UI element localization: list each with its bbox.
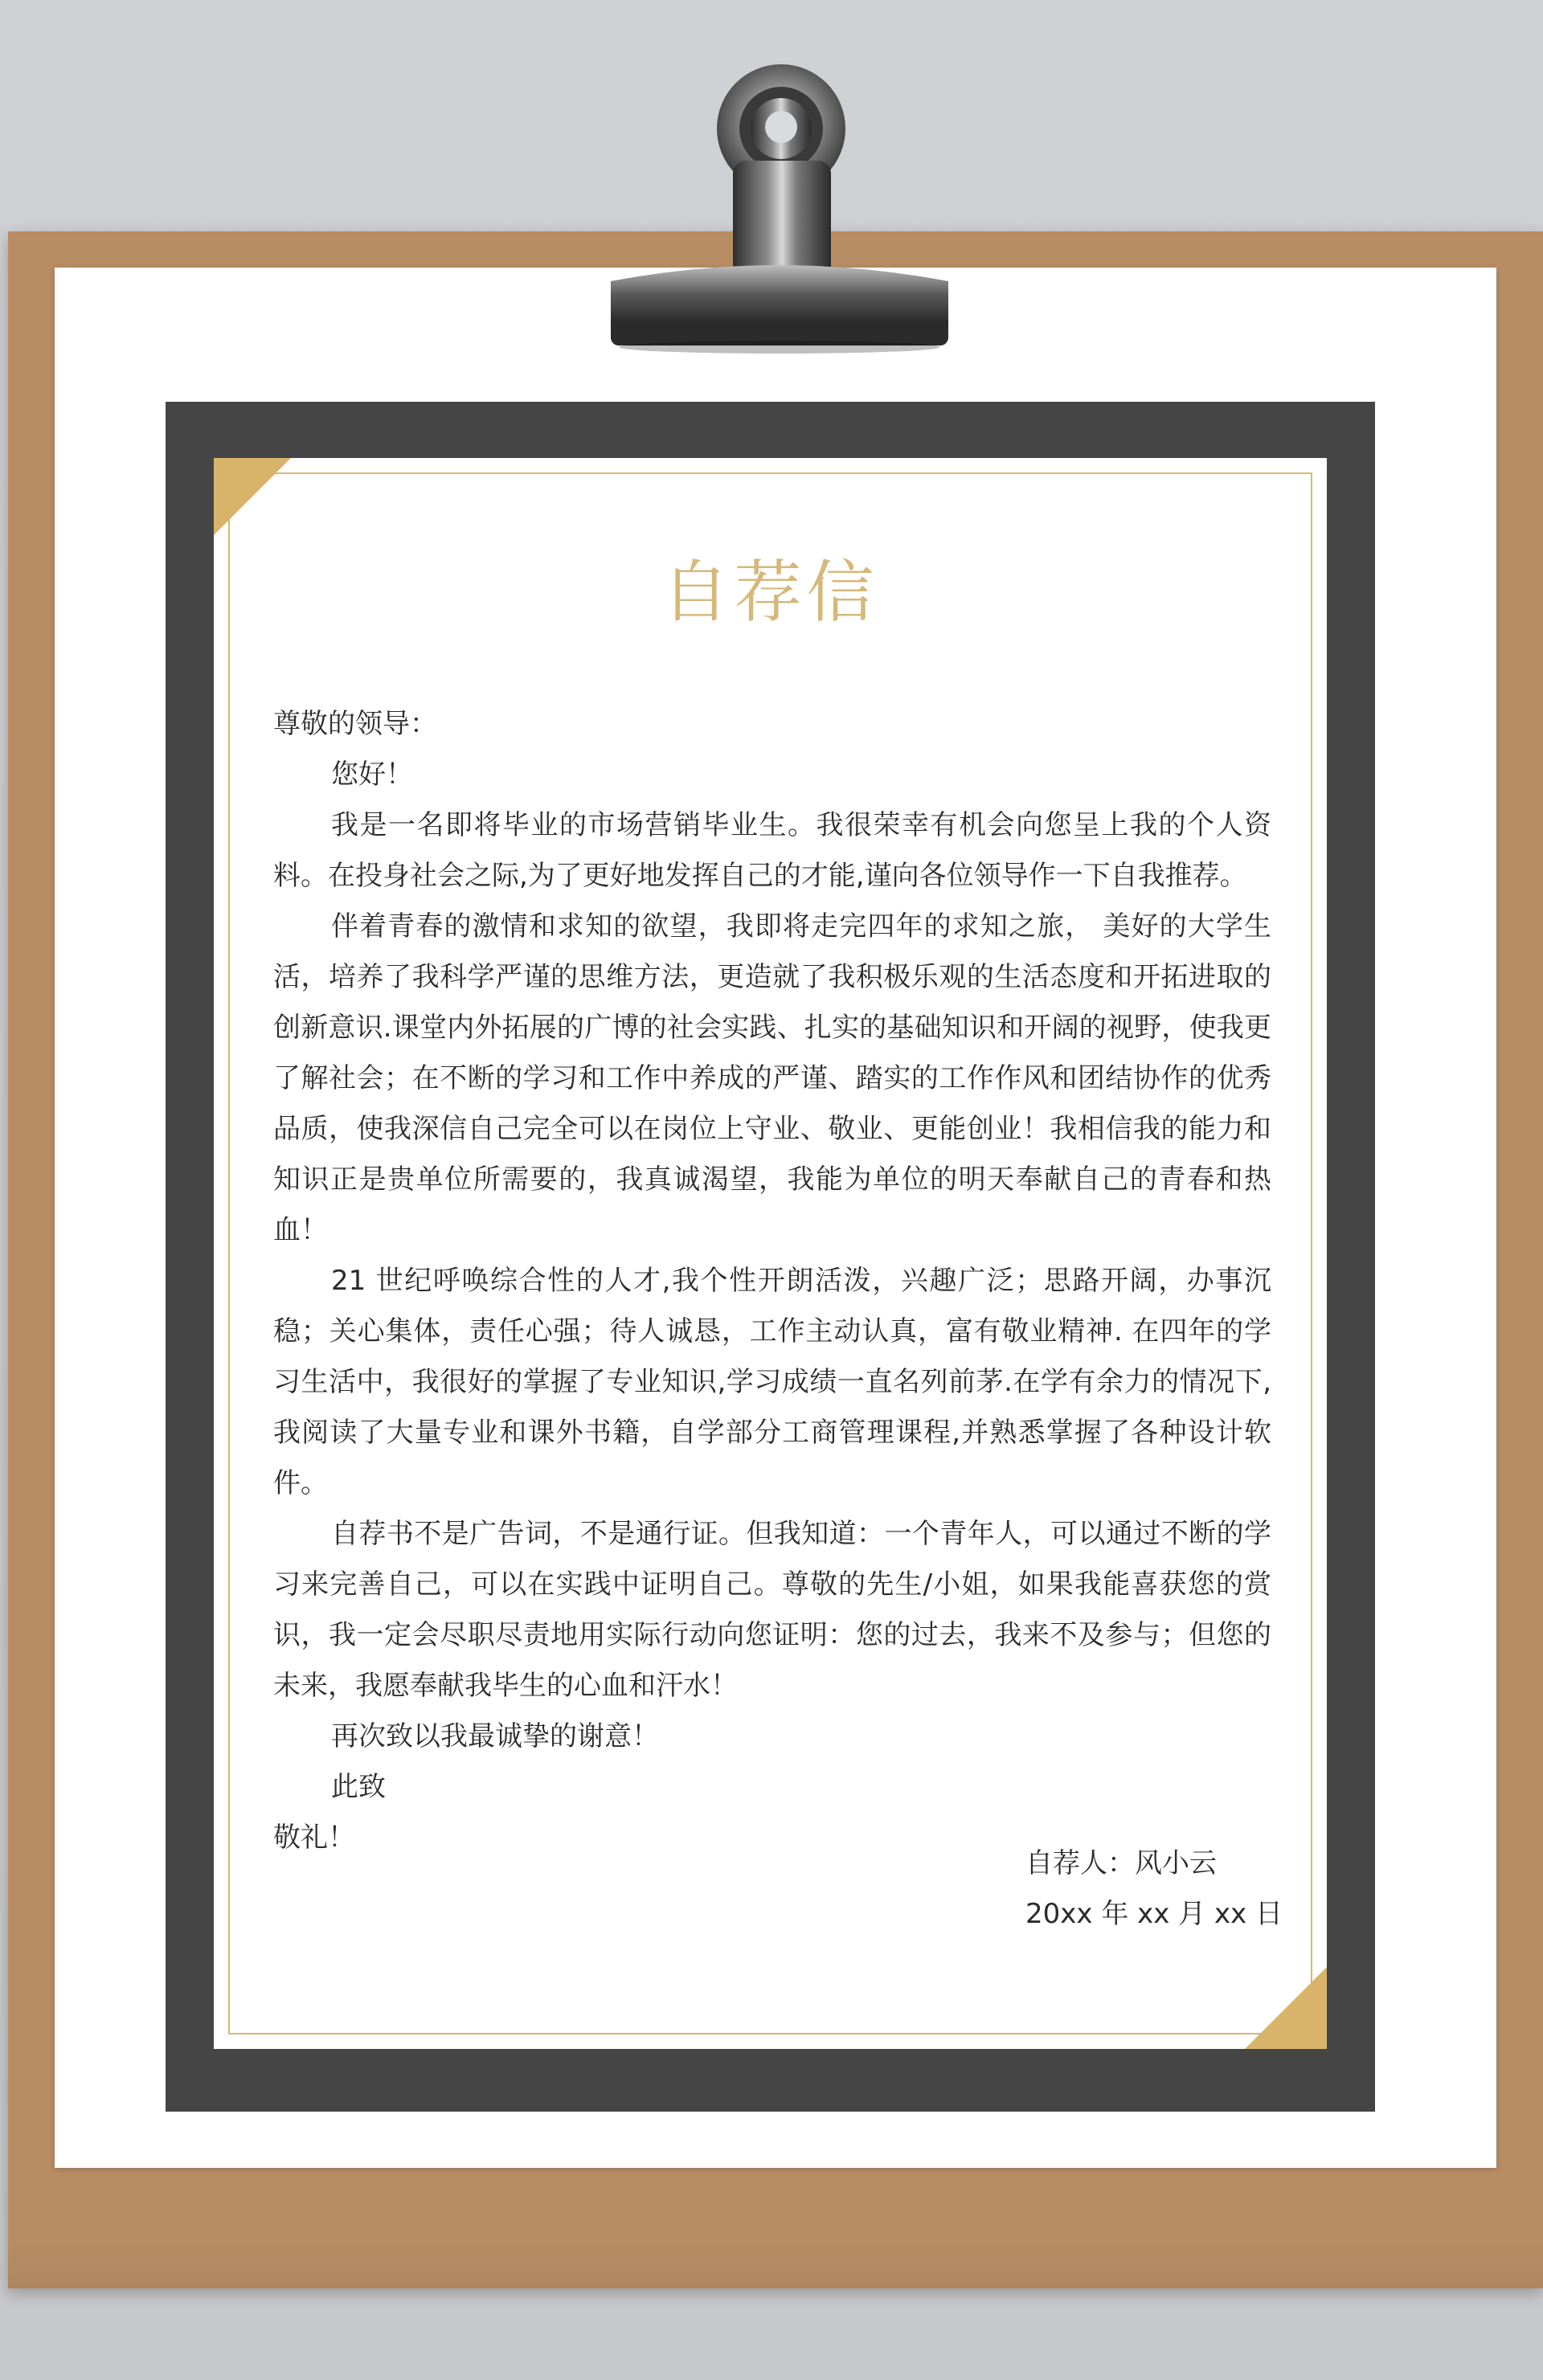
binder-clip-icon — [611, 48, 948, 354]
gold-corner-top-left — [214, 458, 291, 535]
letter-page — [214, 458, 1327, 2049]
signer-name: 自荐人：风小云 — [1025, 1847, 1217, 1879]
paragraph: 伴着青春的激情和求知的欲望，我即将走完四年的求知之旅， 美好的大学生活，培养了我科学严谨的思维方法，更造就了我积极乐观的生活态度和开拓进取的创新意识.课堂内外拓展的广博的社会实践、扎实的基础知识和开阔的视野，使我更了解社会；在不断的学习和工作中养成的严谨、踏实的工作作风和团结协作的优秀品质，使我深信自己完全可以在岗位上守业、敬业、更能创业！我相信我的能力和知识正是贵单位所需要的，我真诚渴望，我能为单位的明天奉献自己的青春和热血！ — [273, 910, 1271, 1246]
letter-body — [273, 699, 1271, 1863]
closing-line: 此致 — [331, 1771, 386, 1803]
letter-title: 自荐信 — [661, 553, 879, 632]
signature-block — [1025, 1838, 1283, 1940]
greeting: 您好！ — [331, 759, 413, 791]
letter-date: 20xx 年 xx 月 xx 日 — [1025, 1898, 1283, 1930]
paragraph: 21 世纪呼唤综合性的人才,我个性开朗活泼，兴趣广泛；思路开阔，办事沉稳；关心集体，责任心强；待人诚恳，工作主动认真，富有敬业精神. 在四年的学习生活中，我很好的掌握了专业知识,学习成绩一直名列前茅.在学有余力的情况下,我阅读了大量专业和课外书籍，自学部分工商管理课程,并熟悉掌握了各种设计软件。 — [273, 1265, 1271, 1499]
paragraph: 再次致以我最诚挚的谢意！ — [331, 1720, 659, 1752]
salutation: 尊敬的领导： — [273, 708, 437, 740]
closing-salute: 敬礼！ — [273, 1822, 355, 1854]
gold-corner-bottom-right — [1245, 1967, 1327, 2049]
board-shade — [8, 2242, 1543, 2288]
paragraph: 我是一名即将毕业的市场营销毕业生。我很荣幸有机会向您呈上我的个人资料。在投身社会之际,为了更好地发挥自己的才能,谨向各位领导作一下自我推荐。 — [273, 809, 1271, 892]
paragraph: 自荐书不是广告词，不是通行证。但我知道：一个青年人，可以通过不断的学习来完善自己，可以在实践中证明自己。尊敬的先生/小姐，如果我能喜获您的赏识，我一定会尽职尽责地用实际行动向您证明：您的过去，我来不及参与；但您的未来，我愿奉献我毕生的心血和汗水！ — [273, 1518, 1271, 1702]
